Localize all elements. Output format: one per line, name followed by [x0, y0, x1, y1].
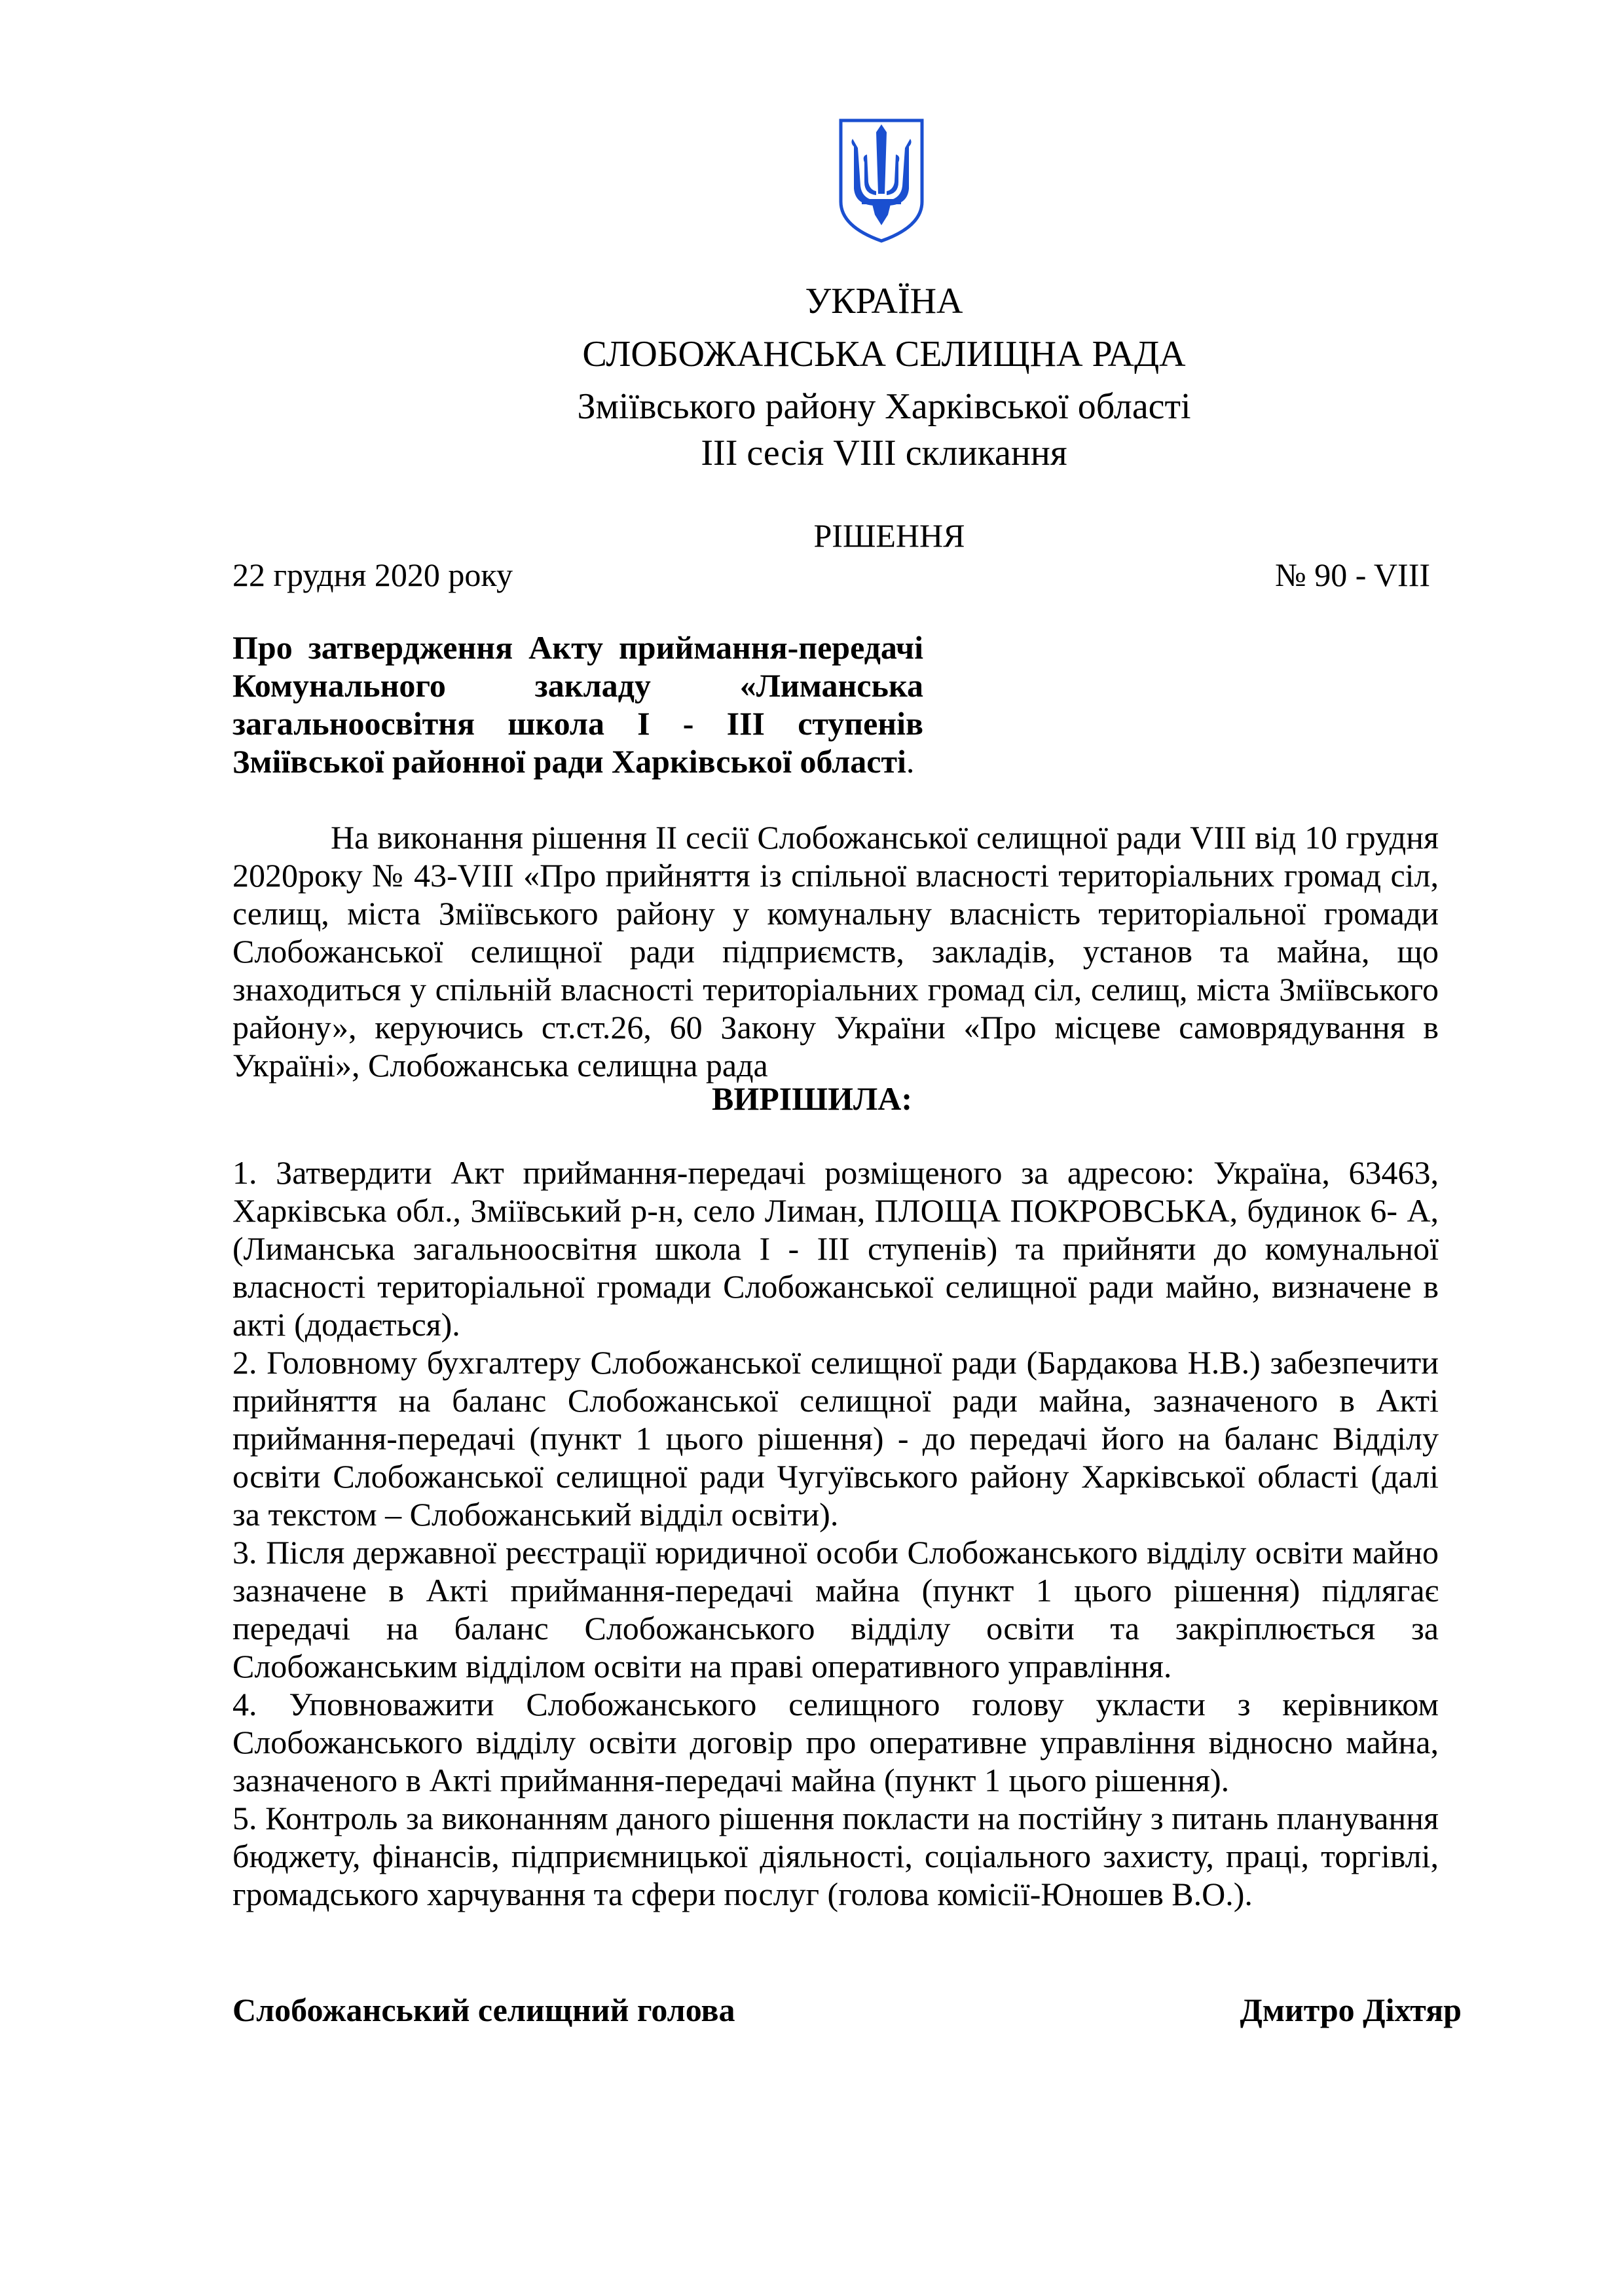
- coat-of-arms-trident-icon: [836, 117, 927, 245]
- decision-item-1: 1. Затвердити Акт приймання-передачі розміщеного за адресою: Україна, 63463, Харківська обл., Зміївський р-н, село Лиман, ПЛОЩА ПОКРОВСЬКА, будинок 6- А, (Лиманська загальноосвітня школа І - ІІІ ступенів) та прийняти до комунальної власності територіальної громади Слобожанської селищної ради майно, визначене в акті (додається).: [232, 1154, 1439, 1343]
- country-heading: УКРАЇНА: [805, 281, 963, 321]
- decision-heading: ВИРІШИЛА:: [711, 1080, 913, 1117]
- document-type: РІШЕННЯ: [813, 517, 965, 554]
- decision-subject: [232, 629, 923, 780]
- decision-item-2: 2. Головному бухгалтеру Слобожанської селищної ради (Бардакова Н.В.) забезпечити прийняття на баланс Слобожанської селищної ради майна, зазначеного в Акті приймання-передачі (пункт 1 цього рішення) - до передачі його на баланс Відділу освіти Слобожанської селищної ради Чугуївського району Харківської області (далі за текстом – Слобожанський відділ освіти).: [232, 1344, 1439, 1533]
- decision-item-5: 5. Контроль за виконанням даного рішення покласти на постійну з питань планування бюджету, фінансів, підприємницької діяльності, соціального захисту, праці, торгівлі, громадського харчування та сфери послуг (голова комісії-Юношев В.О.).: [232, 1800, 1439, 1912]
- session-heading: ІІІ сесія VIІI скликання: [701, 433, 1067, 473]
- district-heading: Зміївського району Харківської області: [577, 386, 1191, 427]
- decision-subject-text: Про затвердження Акту приймання-передачі Комунального закладу «Лиманська загальноосвітня школа І - ІІІ ступенів Зміївської районної ради Харківської області: [232, 629, 923, 780]
- council-heading: СЛОБОЖАНСЬКА СЕЛИЩНА РАДА: [582, 334, 1186, 374]
- decision-subject-tail: .: [906, 743, 915, 780]
- decision-item-3: 3. Після державної реєстрації юридичної особи Слобожанського відділу освіти майно зазначене в Акті приймання-передачі майна (пункт 1 цього рішення) підлягає передачі на баланс Слобожанського відділу освіти та закріплюється за Слобожанським відділом освіти на праві оперативного управління.: [232, 1534, 1439, 1685]
- decision-items: [232, 1154, 1439, 1913]
- signatory-name: Дмитро Діхтяр: [1240, 1992, 1462, 2028]
- decision-item-4: 4. Уповноважити Слобожанського селищного голову укласти з керівником Слобожанського відділу освіти договір про оперативне управління відносно майна, зазначеного в Акті приймання-передачі майна (пункт 1 цього рішення).: [232, 1686, 1439, 1798]
- document-number: № 90 - VIІI: [1274, 556, 1430, 593]
- document-date: 22 грудня 2020 року: [232, 556, 513, 593]
- preamble-paragraph: На виконання рішення ІІ сесії Слобожанської селищної ради VIІI від 10 грудня 2020року № 43-VIII «Про прийняття із спільної власності територіальних громад сіл, селищ, міста Зміївського району у комунальну власність територіальної громади Слобожанської селищної ради підприємств, закладів, установ та майна, що знаходиться у спільній власності територіальних громад сіл, селищ, міста Зміївського району», керуючись ст.ст.26, 60 Закону України «Про місцеве самоврядування в Україні», Слобожанська селищна рада: [232, 819, 1439, 1084]
- signatory-title: Слобожанський селищний голова: [232, 1992, 735, 2028]
